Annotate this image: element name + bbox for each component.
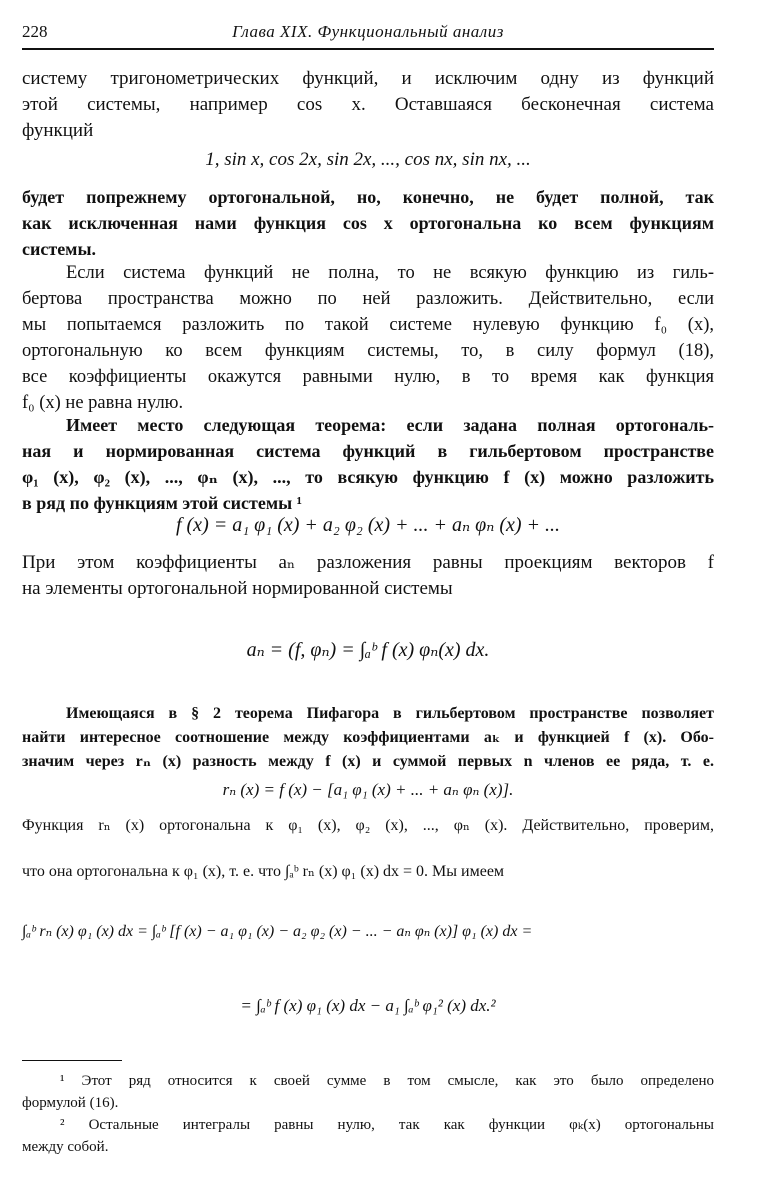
footnote-line: ² Остальные интегралы равны нулю, так как функции φₖ(x) ортогональны: [60, 1117, 714, 1133]
text-line: мы попытаемся разложить по такой системе нулевую функцию f₀ (x),: [22, 315, 714, 335]
formula-series-expansion: f (x) = a₁ φ₁ (x) + a₂ φ₂ (x) + ... + aₙ φₙ (x) + ...: [175, 514, 561, 536]
text-line: Если система функций не полна, то не всякую функцию из гиль-: [66, 263, 714, 283]
text-line: ортогональную ко всем функциям системы, то, в силу формул (18),: [22, 341, 714, 361]
text-line: системы.: [22, 239, 96, 259]
formula-2: [22, 512, 714, 538]
formula-3: [22, 636, 714, 664]
formula-4: [22, 778, 714, 802]
paragraph-3: [22, 260, 714, 416]
text-line: все коэффициенты окажутся равными нулю, в то время как функция: [22, 367, 714, 387]
footnote-line: ¹ Этот ряд относится к своей сумме в том смысле, как это было определено: [60, 1073, 714, 1089]
text-line: систему тригонометрических функций, и исключим одну из функций: [22, 68, 714, 89]
paragraph-2: [22, 184, 714, 262]
formula-1: [22, 148, 714, 172]
formula-remainder: rₙ (x) = f (x) − [a₁ φ₁ (x) + ... + aₙ φₙ (x)].: [222, 780, 514, 799]
text-line: найти интересное соотношение между коэффициентами aₖ и функцией f (x). Обо-: [22, 729, 714, 746]
footnote-line: формулой (16).: [22, 1095, 119, 1111]
formula-trig-system: 1, sin x, cos 2x, sin 2x, ..., cos nx, sin nx, ...: [205, 149, 531, 170]
text-line: значим через rₙ (x) разность между f (x) и суммой первых n членов ее ряда, т. е.: [22, 753, 714, 770]
text-line: этой системы, например cos x. Оставшаяся бесконечная система: [22, 94, 714, 115]
text-line: Имеет место следующая теорема: если задана полная ортогональ-: [66, 415, 714, 435]
page-header: [22, 18, 714, 50]
footnote-divider: [22, 1060, 122, 1061]
paragraph-7: [22, 814, 714, 884]
formula-5: [22, 920, 714, 944]
text-line: ная и нормированная система функций в гильбертовом пространстве: [22, 441, 714, 461]
text-line: φ₁ (x), φ₂ (x), ..., φₙ (x), ..., то всякую функцию f (x) можно разложить: [22, 467, 714, 487]
text-line: на элементы ортогональной нормированной системы: [22, 578, 453, 599]
formula-integral-expansion: ∫ₐᵇ rₙ (x) φ₁ (x) dx = ∫ₐᵇ [f (x) − a₁ φ₁ (x) − a₂ φ₂ (x) − ... − aₙ φₙ (x)] φ₁ (x) dx =: [22, 923, 533, 940]
paragraph-1: [22, 66, 714, 144]
text-line: что она ортогональна к φ₁ (x), т. е. что ∫ₐᵇ rₙ (x) φ₁ (x) dx = 0. Мы имеем: [22, 863, 505, 880]
text-line: При этом коэффициенты aₙ разложения равны проекциям векторов f: [22, 552, 714, 573]
text-line: функций: [22, 120, 94, 141]
text-line: как исключенная нами функция cos x ортогональна ко всем функциям: [22, 213, 714, 233]
paragraph-theorem: [22, 412, 714, 516]
chapter-title: Глава XIX. Функциональный анализ: [232, 22, 504, 41]
formula-integral-result: = ∫ₐᵇ f (x) φ₁ (x) dx − a₁ ∫ₐᵇ φ₁² (x) dx.²: [240, 996, 496, 1015]
formula-6: [22, 994, 714, 1018]
text-line: Функция rₙ (x) ортогональна к φ₁ (x), φ₂ (x), ..., φₙ (x). Действительно, проверим,: [22, 817, 714, 834]
paragraph-5: [22, 550, 714, 602]
text-line: будет попрежнему ортогональной, но, конечно, не будет полной, так: [22, 187, 714, 207]
text-line: Имеющаяся в § 2 теорема Пифагора в гильбертовом пространстве позволяет: [66, 705, 714, 722]
formula-coefficients: aₙ = (f, φₙ) = ∫ₐᵇ f (x) φₙ(x) dx.: [246, 639, 490, 661]
text-line: в ряд по функциям этой системы ¹: [22, 493, 303, 513]
paragraph-6: [22, 702, 714, 774]
text-line: бертова пространства можно по ней разложить. Действительно, если: [22, 289, 714, 309]
footnote-line: между собой.: [22, 1139, 109, 1155]
text-line: f₀ (x) не равна нулю.: [22, 393, 184, 413]
footnotes: [22, 1070, 714, 1158]
page-number: 228: [22, 22, 48, 41]
